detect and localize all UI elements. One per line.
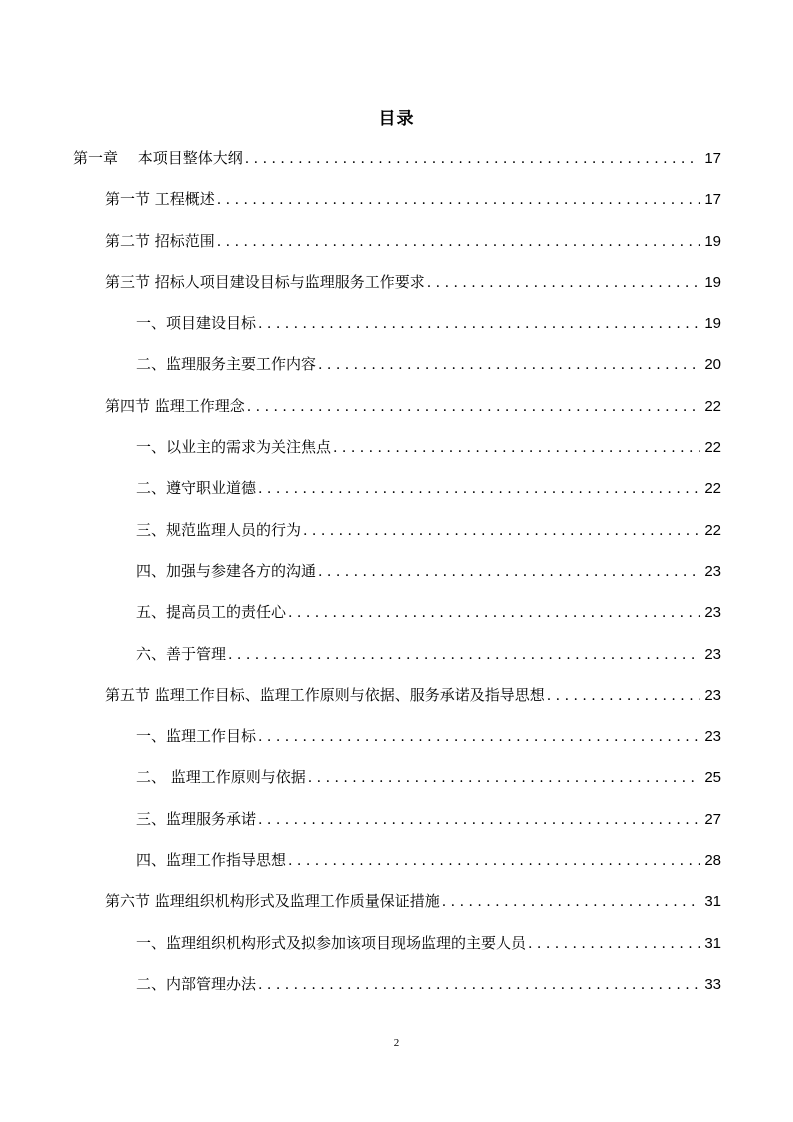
toc-entry-title: 六、善于管理	[136, 644, 227, 663]
toc-entry-title: 五、提高员工的责任心	[136, 603, 287, 622]
toc-entry-title: 第一章 本项目整体大纲	[73, 149, 243, 167]
toc-entry[interactable]	[0, 683, 793, 724]
toc-entry-title: 第三节 招标人项目建设目标与监理服务工作要求	[105, 272, 425, 291]
toc-entry-page-number: 23	[704, 645, 721, 663]
toc-entry[interactable]	[0, 600, 793, 641]
toc-entry-title: 四、加强与参建各方的沟通	[136, 561, 317, 580]
toc-entry-page-number: 27	[704, 810, 721, 828]
toc-entry-title: 二、内部管理办法	[136, 974, 257, 993]
toc-entry-title: 二、 监理工作原则与依据	[136, 768, 306, 787]
toc-entry[interactable]	[0, 352, 793, 393]
toc-entry[interactable]	[0, 642, 793, 683]
toc-dot-leader	[308, 766, 701, 790]
toc-entry-title: 第五节 监理工作目标、监理工作原则与依据、服务承诺及指导思想	[105, 685, 545, 704]
toc-entry-page-number: 20	[704, 356, 721, 374]
toc-dot-leader	[333, 436, 700, 460]
toc-entry-page-number: 31	[704, 893, 721, 911]
toc-entry-page-number: 17	[704, 150, 721, 167]
toc-dot-leader	[427, 271, 701, 295]
toc-dot-leader	[258, 808, 700, 832]
toc-entry[interactable]	[0, 724, 793, 765]
toc-entry-page-number: 22	[704, 480, 721, 498]
toc-entry-page-number: 22	[704, 397, 721, 415]
toc-entry[interactable]	[0, 972, 793, 1013]
toc-entry-title: 二、监理服务主要工作内容	[136, 355, 317, 374]
toc-dot-leader	[303, 519, 700, 543]
toc-entry-page-number: 19	[704, 315, 721, 333]
toc-entry-title: 第四节 监理工作理念	[105, 396, 245, 415]
toc-entry-page-number: 25	[704, 769, 721, 787]
toc-dot-leader	[258, 477, 700, 501]
toc-entry[interactable]	[0, 311, 793, 352]
toc-entry-page-number: 23	[704, 686, 721, 704]
toc-dot-leader	[228, 643, 700, 667]
toc-dot-leader	[547, 684, 701, 708]
toc-entry-title: 三、监理服务承诺	[136, 809, 257, 828]
toc-dot-leader	[217, 188, 701, 212]
toc-entry[interactable]	[0, 518, 793, 559]
toc-entry[interactable]	[0, 270, 793, 311]
toc-entry-title: 第六节 监理组织机构形式及监理工作质量保证措施	[105, 892, 440, 911]
toc-entry-page-number: 22	[704, 439, 721, 457]
toc-entry[interactable]	[0, 931, 793, 972]
page-title: 目录	[378, 109, 415, 129]
toc-entry-title: 第二节 招标范围	[105, 231, 215, 250]
toc-dot-leader	[442, 890, 701, 914]
toc-entry-page-number: 17	[704, 191, 721, 209]
toc-dot-leader	[288, 849, 700, 873]
toc-entry-title: 三、规范监理人员的行为	[136, 520, 302, 539]
toc-dot-leader	[258, 312, 700, 336]
toc-dot-leader	[528, 932, 700, 956]
toc-entry-page-number: 19	[704, 273, 721, 291]
toc-entry-page-number: 28	[704, 852, 721, 870]
page-number: 2	[393, 1037, 400, 1049]
toc-entry[interactable]	[0, 848, 793, 889]
toc-entry[interactable]	[0, 229, 793, 270]
toc-entry-title: 一、项目建设目标	[136, 314, 257, 333]
toc-entry-title: 四、监理工作指导思想	[136, 851, 287, 870]
toc-entry-page-number: 33	[704, 975, 721, 993]
toc-entry-page-number: 22	[704, 521, 721, 539]
toc-dot-leader	[288, 601, 700, 625]
toc-entry[interactable]	[0, 394, 793, 435]
toc-entry-title: 一、监理组织机构形式及拟参加该项目现场监理的主要人员	[136, 933, 527, 952]
toc-dot-leader	[318, 353, 700, 377]
table-of-contents	[0, 146, 793, 1013]
toc-entry-title: 二、遵守职业道德	[136, 479, 257, 498]
toc-dot-leader	[318, 560, 700, 584]
toc-entry-page-number: 23	[704, 562, 721, 580]
toc-entry[interactable]	[0, 889, 793, 930]
toc-dot-leader	[217, 230, 701, 254]
toc-entry-page-number: 23	[704, 604, 721, 622]
toc-entry-page-number: 19	[704, 232, 721, 250]
toc-entry-page-number: 23	[704, 728, 721, 746]
toc-entry-title: 第一节 工程概述	[105, 190, 215, 209]
toc-entry[interactable]	[0, 476, 793, 517]
toc-entry[interactable]	[0, 146, 793, 187]
toc-dot-leader	[258, 725, 700, 749]
toc-entry[interactable]	[0, 807, 793, 848]
toc-entry[interactable]	[0, 559, 793, 600]
toc-entry[interactable]	[0, 435, 793, 476]
toc-dot-leader	[245, 147, 701, 171]
toc-entry-page-number: 31	[704, 934, 721, 952]
toc-dot-leader	[258, 973, 700, 997]
toc-dot-leader	[247, 395, 701, 419]
toc-entry-title: 一、以业主的需求为关注焦点	[136, 438, 332, 457]
toc-entry-title: 一、监理工作目标	[136, 727, 257, 746]
toc-entry[interactable]	[0, 187, 793, 228]
toc-entry[interactable]	[0, 765, 793, 806]
